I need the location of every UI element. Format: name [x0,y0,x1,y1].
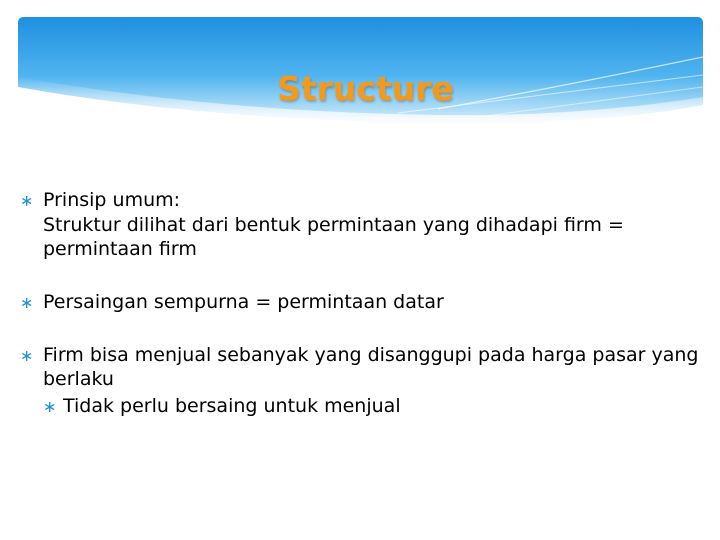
bullet-heading: Persaingan sempurna = permintaan datar [43,291,444,314]
bullet-heading: Firm bisa menjual sebanyak yang disanggupi pada harga pasar yang berlaku [43,343,699,391]
bullet-item [20,290,700,315]
bullet-detail: Struktur dilihat dari bentuk permintaan yang dihadapi firm = permintaan firm [43,213,624,261]
bullet-star-icon: ∗ [20,293,34,313]
bullet-star-icon: ∗ [20,345,34,365]
bullet-heading: Prinsip umum: [43,189,181,211]
sub-bullet-text: Tidak perlu bersaing untuk menjual [63,395,401,418]
bullet-item [20,188,700,262]
title-banner [18,17,703,123]
sub-bullet-item [43,394,700,419]
bullet-star-icon: ∗ [43,397,57,417]
bullet-star-icon: ∗ [20,191,34,210]
slide-content [20,188,700,447]
slide-title: Structure [277,69,454,108]
bullet-item [20,343,700,419]
